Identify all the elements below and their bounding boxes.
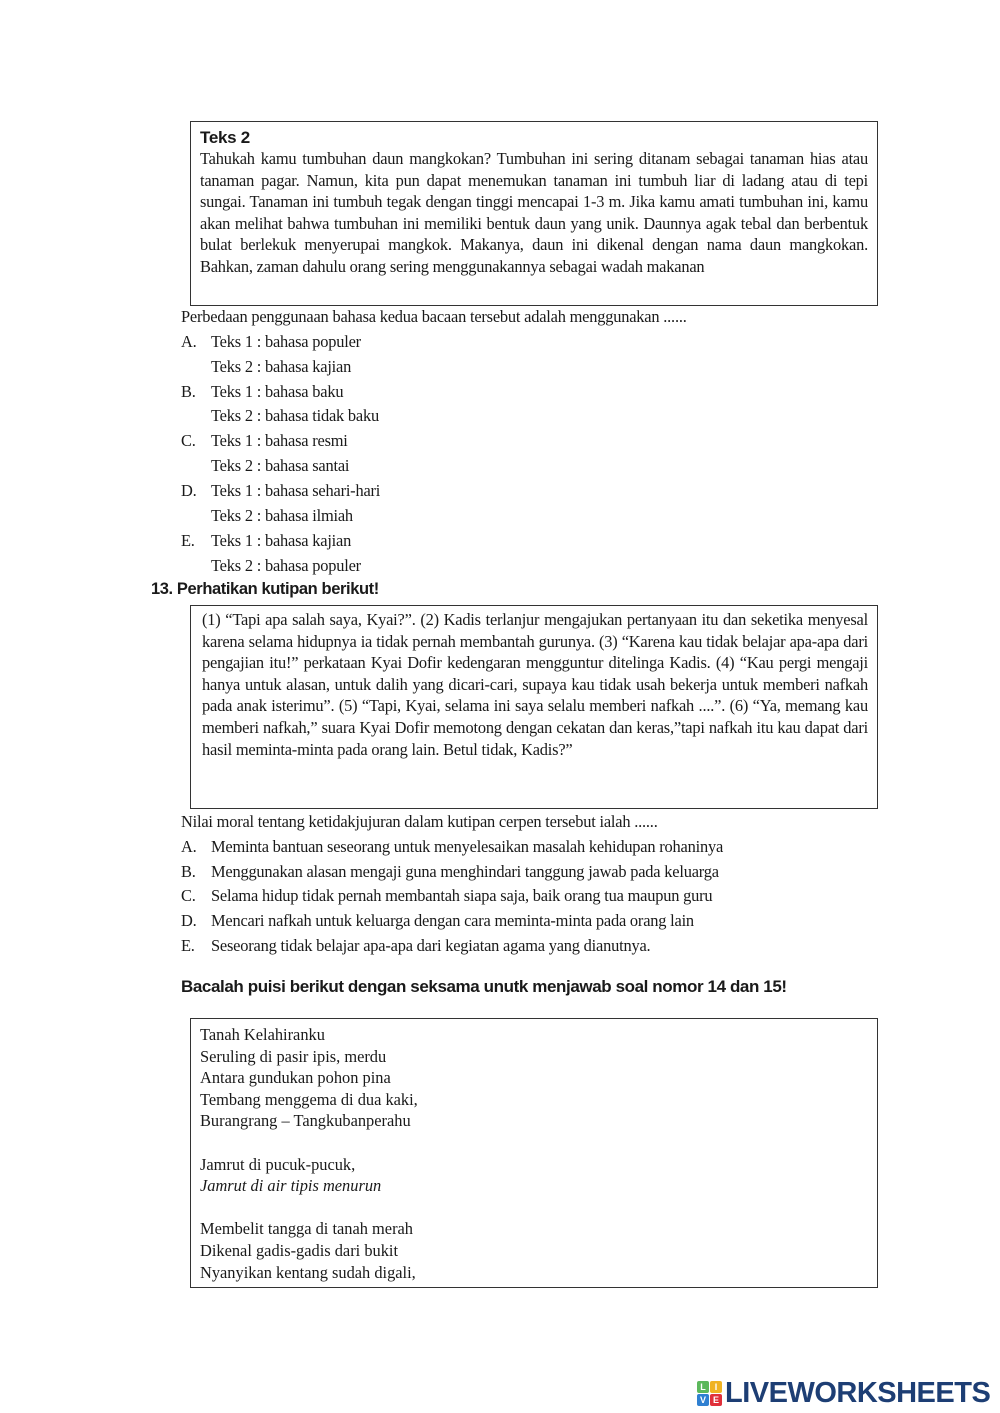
option-letter: E. [181,531,195,550]
poem-line: Seruling di pasir ipis, merdu [200,1046,387,1066]
logo-square-i: I [710,1381,722,1393]
option-letter: C. [181,431,196,450]
poem-line: Tembang menggema di dua kaki, [200,1089,418,1109]
option-letter: E. [181,936,195,955]
option-text: Meminta bantuan seseorang untuk menyelesaikan masalah kehidupan rohaninya [211,837,724,856]
q13-option-d[interactable] [181,910,881,932]
question13-prompt: Nilai moral tentang ketidakjujuran dalam kutipan cerpen tersebut ialah ...... [181,812,658,831]
option-letter: D. [181,911,197,930]
q12-option-d-line2 [181,505,581,527]
option-text: Teks 1 : bahasa resmi [211,431,348,450]
q12-option-c[interactable] [181,430,581,452]
q13-option-e[interactable] [181,935,881,957]
poem-title: Tanah Kelahiranku [200,1025,325,1044]
logo-square-e: E [710,1394,722,1406]
option-text: Teks 1 : bahasa kajian [211,531,352,550]
option-letter: B. [181,382,196,401]
teks2-box [190,121,878,306]
option-text: Selama hidup tidak pernah membantah siapa saja, baik orang tua maupun guru [211,886,713,905]
teks2-body: Tahukah kamu tumbuhan daun mangkokan? Tumbuhan ini sering ditanam sebagai tanaman hias atau tanaman pagar. Namun, kita pun dapat menemukan tanaman ini tumbuh liar di ladang atau di tepi sungai. Tanaman ini tumbuh tegak dengan tinggi mencapai 1-3 m. Jika kamu amati tumbuhan ini, kamu akan melihat bahwa tumbuhan ini memiliki bentuk daun yang unik. Daunnya agak tebal dan berbentuk bulat berlekuk menyerupai mangkok. Makanya, daun ini dikenal dengan nama daun mangkokan. Bahkan, zaman dahulu orang sering menggunakannya sebagai wadah makanan [200,149,868,276]
option-text: Seseorang tidak belajar apa-apa dari kegiatan agama yang dianutnya. [211,936,651,955]
option-text: Teks 2 : bahasa ilmiah [211,506,353,525]
logo-text: LIVEWORKSHEETS [725,1377,991,1409]
option-letter: C. [181,886,196,905]
poem-blank-line [200,1197,868,1219]
poem-line: Burangrang – Tangkubanperahu [200,1111,411,1131]
q12-option-d[interactable] [181,480,581,502]
question13-heading: 13. Perhatikan kutipan berikut! [151,580,379,598]
option-letter: D. [181,481,197,500]
q13-option-c[interactable] [181,885,881,907]
poem-line: Dikenal gadis-gadis dari bukit [200,1240,399,1260]
option-text: Teks 2 : bahasa santai [211,456,350,475]
poem-instruction: Bacalah puisi berikut dengan seksama unutk menjawab soal nomor 14 dan 15! [181,977,787,996]
option-text: Teks 2 : bahasa populer [211,556,361,575]
option-text: Mencari nafkah untuk keluarga dengan cara meminta-minta pada orang lain [211,911,694,930]
teks2-title: Teks 2 [200,128,250,147]
option-letter: B. [181,862,196,881]
poem-line: Jamrut di pucuk-pucuk, [200,1154,356,1174]
q12-option-e-line2 [181,555,581,577]
liveworksheets-logo[interactable] [697,1378,990,1408]
question12-prompt: Perbedaan penggunaan bahasa kedua bacaan tersebut adalah menggunakan ...... [181,307,687,326]
q13-option-b[interactable] [181,861,881,883]
q12-option-e[interactable] [181,530,581,552]
option-text: Teks 2 : bahasa kajian [211,357,352,376]
poem-line-italic: Jamrut di air tipis menurun [200,1176,382,1196]
excerpt-box [190,605,878,809]
poem-line: Nyanyikan kentang sudah digali, [200,1262,416,1282]
option-text: Teks 1 : bahasa baku [211,382,344,401]
excerpt-text: (1) “Tapi apa salah saya, Kyai?”. (2) Kadis terlanjur mengajukan pertanyaan itu dan seketika menyesal karena selama hidupnya ia tidak pernah membantah gurunya. (3) “Karena kau tidak belajar apa-apa dari pengajian itu!” perkataan Kyai Dofir kedengaran mengguntur ditelinga Kadis. (4) “Kau pergi mengaji hanya untuk alasan, untuk dalih yang dicari-cari, supaya kau tidak usah bekerja untuk memberi nafkah pada anak isterimu”. (5) “Tapi, Kyai, selama ini saya selalu memberi nafkah ....”. (6) “Ya, memang kau memberi nafkah,” suara Kyai Dofir memotong dengan cekatan dan keras,”tapi nafkah itu kau dapat dari hasil meminta-minta pada orang lain. Betul tidak, Kadis?” [202,610,868,759]
option-text: Teks 1 : bahasa sehari-hari [211,481,381,500]
poem-line: Membelit tangga di tanah merah [200,1219,414,1239]
q12-option-c-line2 [181,455,581,477]
option-letter: A. [181,332,197,351]
q12-option-b-line2 [181,405,581,427]
q12-option-a[interactable] [181,331,581,353]
option-text: Menggunakan alasan mengaji guna menghindari tanggung jawab pada keluarga [211,862,719,881]
option-text: Teks 1 : bahasa populer [211,332,361,351]
q13-option-a[interactable] [181,836,881,858]
option-letter: A. [181,837,197,856]
q12-option-a-line2 [181,356,581,378]
poem-blank-line [200,1132,868,1154]
logo-squares-icon [697,1381,722,1406]
logo-square-v: V [697,1394,709,1406]
poem-line: Antara gundukan pohon pina [200,1068,391,1088]
logo-square-l: L [697,1381,709,1393]
poem-box [190,1018,878,1288]
option-text: Teks 2 : bahasa tidak baku [211,406,379,425]
q12-option-b[interactable] [181,381,581,403]
